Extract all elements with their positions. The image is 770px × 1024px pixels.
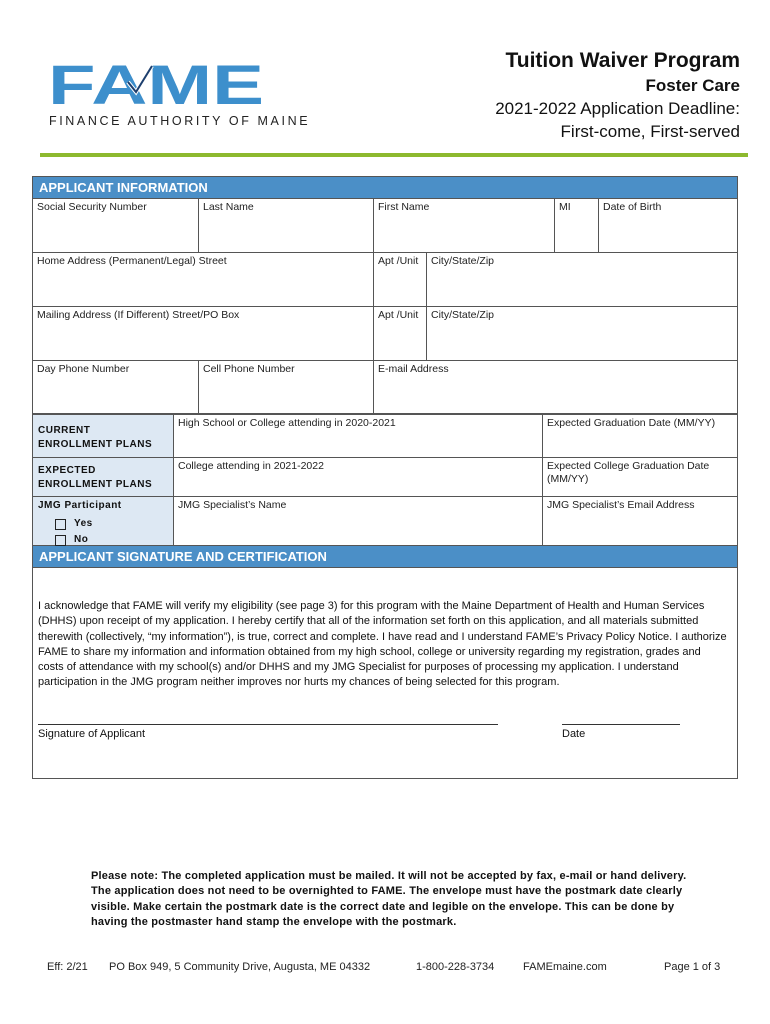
jmg-participant-label: JMG Participant bbox=[38, 500, 122, 511]
header-divider bbox=[40, 153, 748, 157]
date-line[interactable] bbox=[562, 724, 680, 725]
email-label: E-mail Address bbox=[378, 363, 449, 375]
home-address-label: Home Address (Permanent/Legal) Street bbox=[37, 255, 227, 267]
mailing-apt-field[interactable] bbox=[374, 307, 427, 360]
mailing-apt-label: Apt /Unit bbox=[378, 309, 419, 321]
email-field[interactable] bbox=[374, 361, 737, 413]
expected-label-line1: EXPECTED bbox=[38, 465, 96, 476]
current-school-field[interactable] bbox=[174, 415, 543, 457]
expected-college-field[interactable] bbox=[174, 458, 543, 496]
application-form bbox=[32, 176, 738, 779]
home-city-label: City/State/Zip bbox=[431, 255, 495, 267]
jmg-specialist-email-label: JMG Specialist’s Email Address bbox=[547, 499, 695, 511]
jmg-participant-block bbox=[33, 497, 174, 545]
jmg-no-checkbox[interactable] bbox=[55, 535, 66, 546]
dob-label: Date of Birth bbox=[603, 201, 662, 213]
document-header bbox=[495, 48, 740, 143]
fame-logo-icon bbox=[48, 60, 266, 106]
certification-heading: APPLICANT SIGNATURE AND CERTIFICATION bbox=[33, 546, 737, 568]
certification-section bbox=[33, 568, 737, 778]
deadline-note: First-come, First-served bbox=[560, 122, 740, 141]
signature-label: Signature of Applicant bbox=[38, 728, 146, 740]
fame-logo bbox=[48, 60, 311, 132]
mailing-address-row bbox=[33, 307, 737, 361]
mailing-city-label: City/State/Zip bbox=[431, 309, 495, 321]
mailing-city-field[interactable] bbox=[427, 307, 737, 360]
dob-field[interactable] bbox=[599, 199, 737, 252]
mailing-address-field[interactable] bbox=[33, 307, 374, 360]
home-apt-field[interactable] bbox=[374, 253, 427, 306]
program-subtitle: Foster Care bbox=[645, 76, 740, 95]
day-phone-label: Day Phone Number bbox=[37, 363, 130, 375]
home-address-field[interactable] bbox=[33, 253, 374, 306]
deadline-label: 2021-2022 Application Deadline: bbox=[495, 99, 740, 118]
jmg-yes-option[interactable] bbox=[33, 516, 173, 532]
jmg-specialist-name-label: JMG Specialist’s Name bbox=[178, 499, 287, 511]
current-school-label: High School or College attending in 2020-2021 bbox=[178, 417, 396, 429]
mailing-address-label: Mailing Address (If Different) Street/PO Box bbox=[37, 309, 240, 321]
current-grad-label: Expected Graduation Date (MM/YY) bbox=[547, 417, 716, 429]
date-label: Date bbox=[562, 728, 586, 740]
program-title: Tuition Waiver Program bbox=[505, 49, 740, 72]
jmg-yes-checkbox[interactable] bbox=[55, 519, 66, 530]
logo-subtitle: FINANCE AUTHORITY OF MAINE bbox=[49, 114, 311, 128]
last-name-field[interactable] bbox=[199, 199, 374, 252]
certification-text: I acknowledge that FAME will verify my eligibility (see page 3) for this program with the Maine Department of Health and Human Services (DHHS) upon receipt of my application. I hereby certify that all of the information set forth on this application, and all materials submitted therewith (collectively, “my information”), is true, correct and complete. I have read and I understand FAME’s Privacy Policy Notice. I authorize FAME to share my information and information obtained from my high school, college or university regarding my registration, grades and costs of attendance with my school(s) and/or DHHS and my JMG Specialist for purposes of processing my application. I understand participation in the JMG program neither improves nor hurts my chances of being selected for this program. bbox=[38, 600, 727, 689]
signature-line[interactable] bbox=[38, 724, 498, 725]
jmg-yes-label: Yes bbox=[74, 518, 93, 529]
last-name-label: Last Name bbox=[203, 201, 254, 213]
home-apt-label: Apt /Unit bbox=[378, 255, 419, 267]
current-grad-field[interactable] bbox=[543, 415, 737, 457]
footer-address: PO Box 949, 5 Community Drive, Augusta, ME 04332 bbox=[109, 961, 371, 973]
first-name-field[interactable] bbox=[374, 199, 555, 252]
mi-label: MI bbox=[559, 201, 571, 213]
home-address-row bbox=[33, 253, 737, 307]
current-enrollment-row bbox=[33, 415, 737, 458]
expected-college-label: College attending in 2021-2022 bbox=[178, 460, 324, 472]
cell-phone-label: Cell Phone Number bbox=[203, 363, 295, 375]
mailing-note: Please note: The completed application must be mailed. It will not be accepted by fax, e-mail or hand delivery. The application does not need to be overnighted to FAME. The envelope must have the postmark date clearly visible. Make certain the postmark date is the correct date and legible on the envelope. This can be done by having the postmaster hand stamp the envelope with the postmark. bbox=[91, 870, 687, 928]
current-label-line2: ENROLLMENT PLANS bbox=[38, 439, 153, 450]
jmg-specialist-name-field[interactable] bbox=[174, 497, 543, 545]
expected-enrollment-label bbox=[33, 458, 174, 496]
cell-phone-field[interactable] bbox=[199, 361, 374, 413]
footer-eff: Eff: 2/21 bbox=[47, 961, 88, 973]
jmg-no-label: No bbox=[74, 534, 89, 545]
ssn-field[interactable] bbox=[33, 199, 199, 252]
home-city-field[interactable] bbox=[427, 253, 737, 306]
logo-word: FAME bbox=[48, 60, 264, 106]
applicant-info-heading: APPLICANT INFORMATION bbox=[33, 177, 737, 199]
footer-website[interactable]: FAMEmaine.com bbox=[523, 961, 607, 973]
jmg-specialist-email-field[interactable] bbox=[543, 497, 737, 545]
expected-enrollment-row bbox=[33, 458, 737, 497]
ssn-label: Social Security Number bbox=[37, 201, 147, 213]
phone-row bbox=[33, 361, 737, 415]
expected-label-line2: ENROLLMENT PLANS bbox=[38, 479, 153, 490]
footer-phone: 1-800-228-3734 bbox=[416, 961, 495, 973]
current-label-line1: CURRENT bbox=[38, 425, 91, 436]
current-enrollment-label bbox=[33, 415, 174, 457]
expected-grad-field[interactable] bbox=[543, 458, 737, 496]
day-phone-field[interactable] bbox=[33, 361, 199, 413]
expected-grad-label: Expected College Graduation Date (MM/YY) bbox=[547, 460, 710, 485]
mi-field[interactable] bbox=[555, 199, 599, 252]
jmg-row bbox=[33, 497, 737, 546]
footer-page: Page 1 of 3 bbox=[664, 961, 721, 973]
name-row bbox=[33, 199, 737, 253]
first-name-label: First Name bbox=[378, 201, 430, 213]
